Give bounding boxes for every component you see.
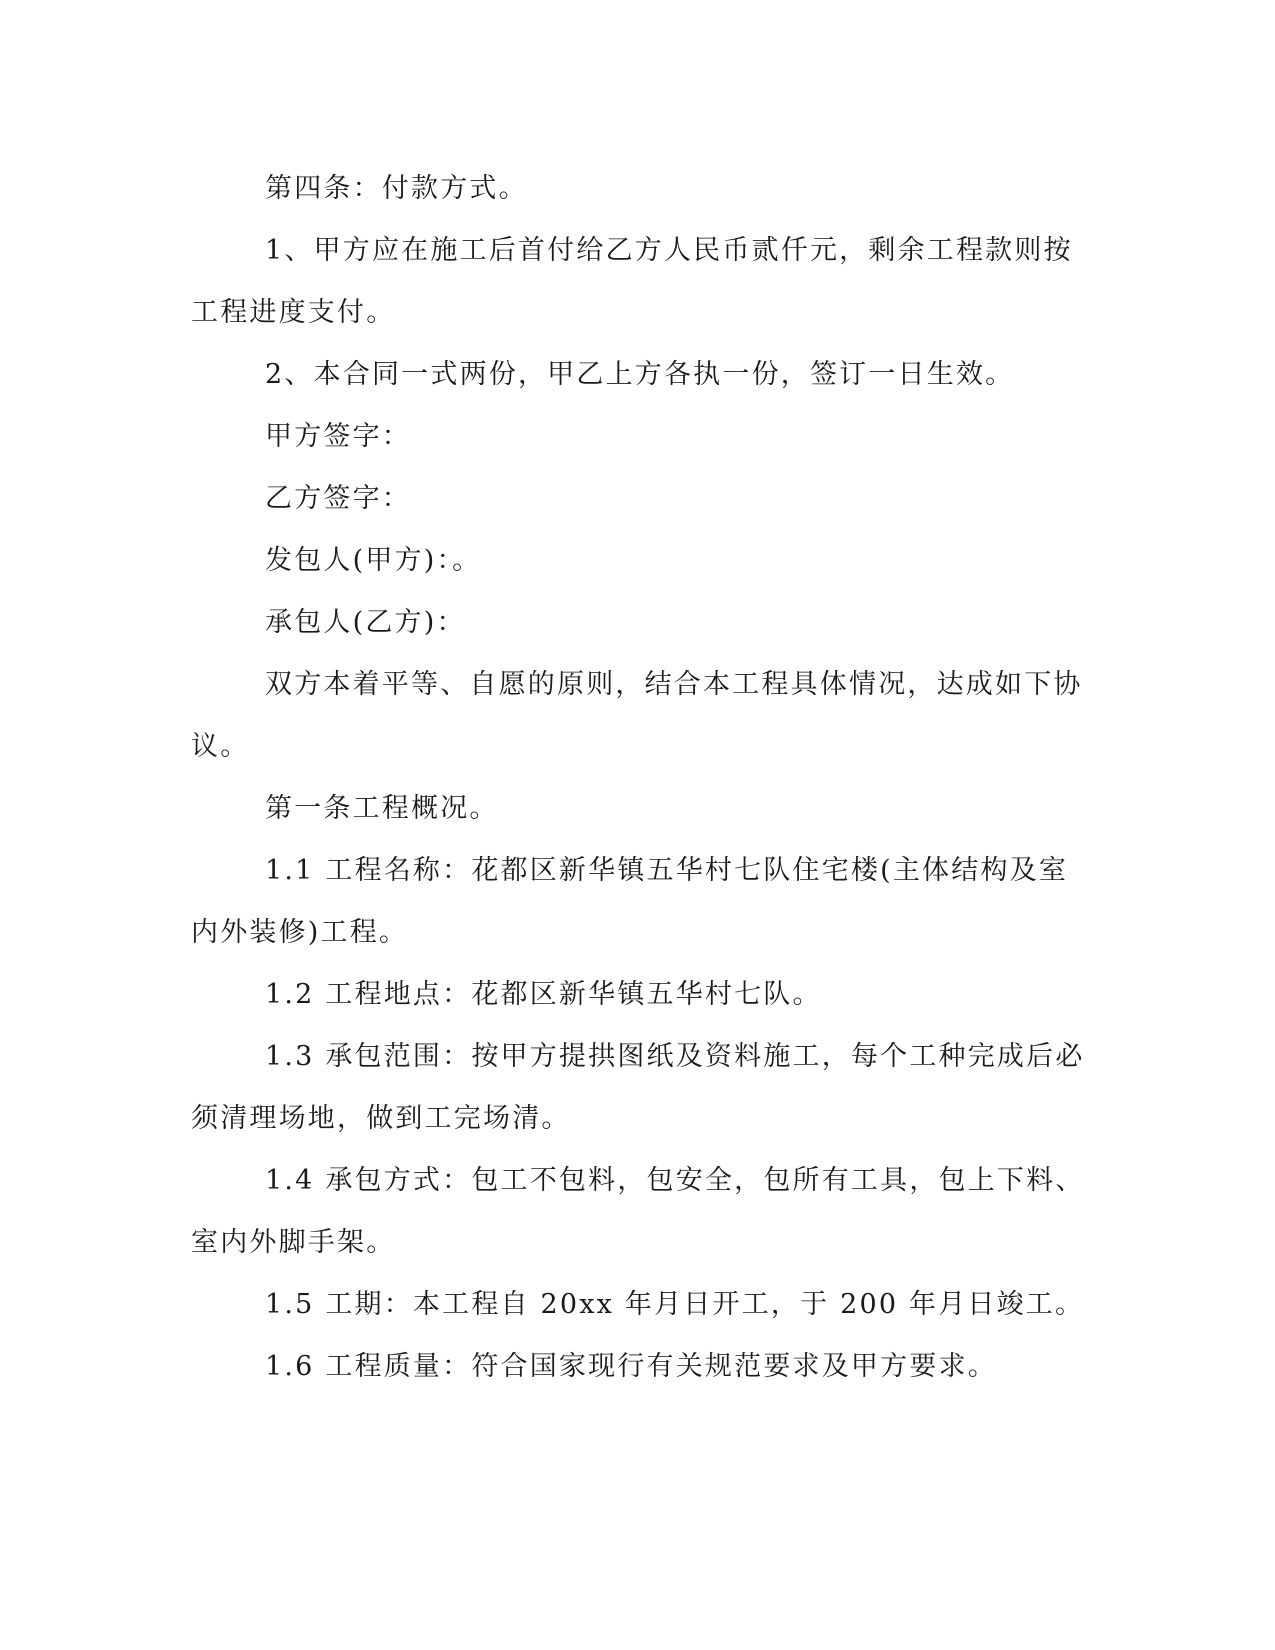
paragraph-payment-1: 1、甲方应在施工后首付给乙方人民币贰仟元，剩余工程款则按工程进度支付。 bbox=[191, 235, 1073, 328]
paragraph-employer: 发包人(甲方)：。 bbox=[265, 545, 482, 576]
paragraph-payment-heading: 第四条：付款方式。 bbox=[265, 173, 528, 204]
paragraph-project-quality: 1.6 工程质量：符合国家现行有关规范要求及甲方要求。 bbox=[265, 1351, 997, 1382]
paragraph-payment-2: 2、本合同一式两份，甲乙上方各执一份，签订一日生效。 bbox=[265, 359, 1015, 390]
document-body bbox=[191, 158, 1085, 1398]
paragraph-project-location: 1.2 工程地点：花都区新华镇五华村七队。 bbox=[265, 979, 822, 1010]
paragraph-project-name: 1.1 工程名称：花都区新华镇五华村七队住宅楼(主体结构及室内外装修)工程。 bbox=[191, 855, 1069, 948]
paragraph-contractor: 承包人(乙方)： bbox=[265, 607, 466, 638]
paragraph-contract-scope: 1.3 承包范围：按甲方提拱图纸及资料施工，每个工种完成后必须清理场地，做到工完场清。 bbox=[191, 1041, 1085, 1134]
paragraph-party-b-signature: 乙方签字： bbox=[265, 483, 411, 514]
paragraph-contract-method: 1.4 承包方式：包工不包料，包安全，包所有工具，包上下料、室内外脚手架。 bbox=[191, 1165, 1085, 1258]
paragraph-construction-period: 1.5 工期：本工程自 20xx 年月日开工，于 200 年月日竣工。 bbox=[265, 1289, 1085, 1320]
paragraph-agreement-intro: 双方本着平等、自愿的原则，结合本工程具体情况，达成如下协议。 bbox=[191, 669, 1083, 762]
paragraph-article-one-heading: 第一条工程概况。 bbox=[265, 793, 499, 824]
paragraph-party-a-signature: 甲方签字： bbox=[265, 421, 411, 452]
